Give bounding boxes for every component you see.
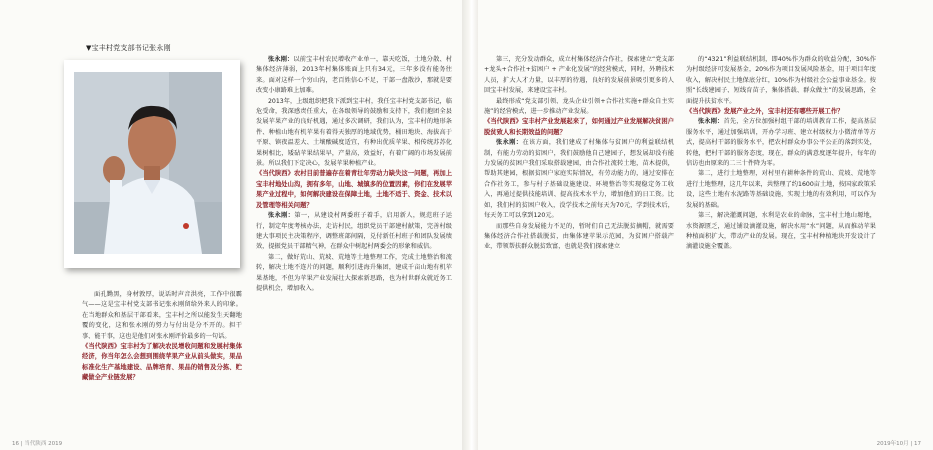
portrait-illustration bbox=[74, 72, 222, 254]
question-1 bbox=[82, 342, 242, 384]
answer-text: 以前宝丰村农民增收产业单一，靠天吃饭，土地分散、村集体经济薄弱，2013年村集体账面上只有34元，三年多没有能务往来。面对这样一个穷山沟，老百姓信心不足，干部一盘散沙，那就是要改变小康路难上加难。 bbox=[256, 56, 453, 95]
page-gutter bbox=[462, 0, 478, 450]
text-column-2 bbox=[256, 55, 452, 294]
answer-2c: 第三，充分发动群众，成立村集体经济合作社，探索建立“党支部+龙头+合作社+贫困户 + 产业化发展”的经营模式，同时，外聘技术人员，扩大人才力量，以丰厚的待遇，良好的发展前景吸引更多的人回宝丰村发展，来建设宝丰村。 bbox=[484, 56, 674, 95]
speaker-name: 张永刚： bbox=[698, 118, 724, 126]
question-label: 《当代陕西》 bbox=[82, 343, 121, 351]
intro-paragraph: 面孔黝黑，身材敦厚，说话时声音洪亮，工作中很霸气——这是宝丰村党支部书记张永刚留给外来人的印象。在当地群众和基层干部看来，宝丰村之所以能发生天翻地覆的变化，这和张永刚的努力与付出是分不开的。担干事、能干事，这也是他们对张永刚评价最多的一句话。 bbox=[82, 291, 242, 340]
answer-4b: 第二，进行土地整理，对村里有耕种条件的荒山、荒坡、荒地等进行土地整理，这几年以来，共整理了约1600亩土地，按国家政策采设，这些土地有水泥路等基础设施，实现土地的有效利用，可以作为发展的基础。 bbox=[686, 170, 876, 209]
answer-2a bbox=[256, 211, 452, 253]
question-label: 《当代陕西》 bbox=[484, 118, 523, 126]
speaker-name: 张永刚： bbox=[268, 212, 295, 220]
portrait-photo-frame bbox=[64, 60, 240, 268]
question-2 bbox=[256, 169, 452, 211]
question-text: 宝丰村产业发展起来了，如何通过产业发展解决贫困户脱贫致人和长期效益的问题？ bbox=[484, 118, 675, 136]
answer-4c: 第三，解决灌溉问题，水利是农业的命脉，宝丰村土地山塬地，水资源匮乏，通过铺设滴灌设施，解决水用“水”问题，从而推动苹果种植面积扩大，带动产业的发展。现在，宝丰村种植地块开发设计了滴灌设施全覆盖。 bbox=[686, 212, 876, 251]
question-text: 发展产业之外，宝丰村还有哪些开展工作？ bbox=[723, 108, 844, 116]
question-label: 《当代陕西》 bbox=[686, 108, 724, 116]
speaker-name: 张永刚： bbox=[496, 139, 523, 147]
answer-text: 第一，从建设村两委班子着手，启用新人，规范班子运行，制定年度考核办法，走访村民，组织党员干部建村献策，完善村级建大事项民主决策程序，调整班部间隔，兑付新任村班子和团队发展绩效，提振党员干部精气神，在群众中树起村两委会的形象和威信。 bbox=[256, 212, 452, 251]
portrait-photo bbox=[74, 72, 222, 254]
text-column-1 bbox=[82, 290, 242, 384]
answer-3b: 而那些自身发展能力不足的，暂时们自己无法脱贫摘帽，就需要集体经济合作社搭载脱贫，由集体建苹果示范园，为贫困户搭载产业，带领帮扶群众脱贫致富，也就是我们探索建立 bbox=[484, 222, 674, 251]
answer-3a bbox=[484, 138, 674, 221]
question-4 bbox=[686, 107, 876, 117]
footer-left: 16 | 当代陕西 2019 bbox=[12, 441, 63, 447]
question-label: 《当代陕西》 bbox=[256, 170, 294, 178]
answer-1a bbox=[256, 55, 452, 97]
answer-1b: 2013年，上级组织把我下派到宝丰村，我任宝丰村党支部书记，临危受命，我深感责任重大，在各级领导的鼓励和支持下，我们抱团全县发展苹果产业的良好机遇，通过多次调研，我们认为，宝丰村的地形条件、种植山地有机苹果有着得天独厚的地域优势，桶田地块、海拔高于平原、镇夜温差大、土壤酸碱度适宜，有种出优质苹果、相传统苏苏化果树相比，矮砧苹果结果早，产量高，效益好，有着广阔的市场发展前景。所以我们下定决心，发展苹果种植产业。 bbox=[256, 97, 452, 168]
question-3 bbox=[484, 117, 674, 138]
answer-3c: 的“4321”利益联结机制，即40%作为群众的收益分配，30%作为村级经济可发展基金，20%作为项目发展风险基金，用于项目年度收入，解决村民土地保底分红，10%作为村级社会公益事业基金。按照“长线建园子、短线育苗子，集体搭载、群众做主”的发展思路，全面提升扶贫水平。 bbox=[686, 56, 876, 105]
footer-right: 2019年10月 | 17 bbox=[876, 441, 921, 447]
question-text: 宝丰村为了解决农民增收问题和发展村集体经济，你当年怎么会想到围绕苹果产业从前头做实，果品标准化生产基地建设、品牌培育、果品的销售及分拣、贮藏做全产业链发展？ bbox=[82, 343, 243, 382]
text-column-3 bbox=[484, 55, 674, 253]
answer-4a bbox=[686, 117, 876, 169]
question-text: 农村目前普遍存在着青壮年劳动力缺失这一问题，再加上宝丰村地处山沟，拥有多年，山地、城镇多的位置因素，你们在发展苹果产业过程中，如何解决建设在保障土地，土地不适于、资金、技术以及管理等相关问题？ bbox=[256, 170, 453, 209]
answer-2b: 第二，做好荒山、荒坡、荒地等土地整理工作，完成土地整治和流转，解决土地不连片的问题，顺利引进海升集团，建成千亩山地有机苹果基地，不但为苹果产业发展壮大探索新思路，也为村世群众就近务工提供机会，增加收入。 bbox=[256, 253, 452, 292]
speaker-name: 张永刚： bbox=[268, 56, 294, 63]
text-column-4 bbox=[686, 55, 876, 253]
answer-text: 首先，全方位加强村组干部的培训教育工作，提高基层服务水平，通过加强培训，开办学习班、建立村级权力小微清单等方式，提高村干部的服务水平，把农村群众办事公平公正的落到实处，转他，把村干部的服务态度，现在，群众的满意度逐年提升，每年的信访也由原来的二三十件降为零。 bbox=[686, 118, 877, 168]
photo-caption: ▼宝丰村党支部书记张永刚 bbox=[86, 44, 171, 52]
answer-text: 在该方面，我们建成了村集体与贫困户的利益联结机制，有能力劳动的贫困户，我们鼓励他自己建园子，想发展却没有能力发展的贫困户我们采取搭载建园，由合作社流转土地，苗木提供，帮助其建园，根据贫困户家庭实际情况，有劳动能力的，通过安排在合作社务工，参与村子基础设施建设、环境整治等实现稳定务工收入，再通过提供技能培训、提高技术水平力，增加他们的日工资。比如，我们村的贫困户收入，没学技术之前每天为70元，学到技术后，每天务工可以拿到120元。 bbox=[484, 139, 675, 220]
answer-2d: 最终形成“党支部引领、龙头企业引领+合作社实施+群众自主实施”的经营模式，进一步推动产业发展。 bbox=[484, 97, 674, 116]
